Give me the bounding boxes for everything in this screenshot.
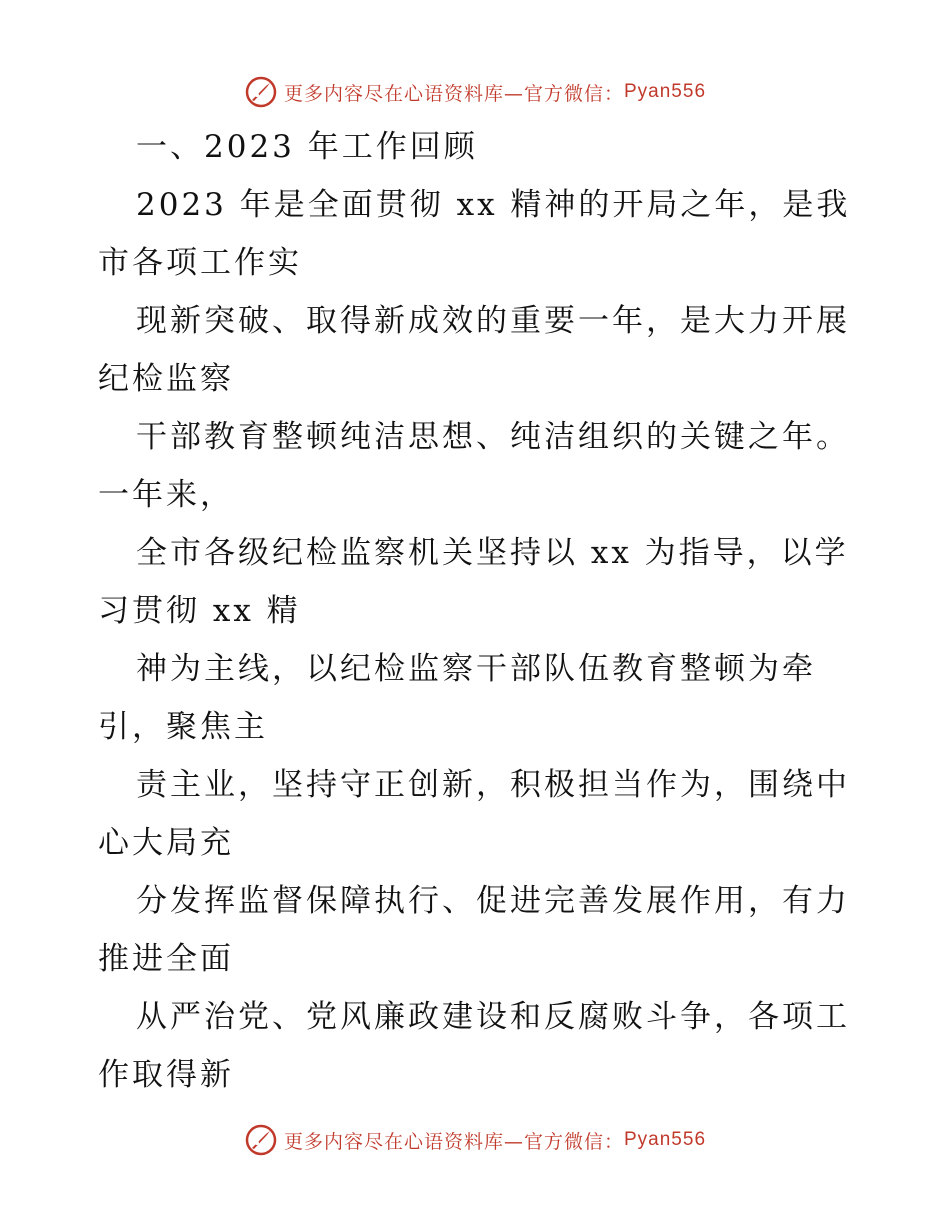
watermark-wechat-id: Pyan556 [624,81,707,102]
pen-nib-logo-icon [244,1123,278,1157]
paragraph-line: 作取得新 [98,1057,234,1093]
paragraph-line: 习贯彻 xx 精 [98,593,301,629]
paragraph-line: 一年来， [98,477,234,513]
paragraph-line: 心大局充 [98,825,234,861]
paragraph-line: 市各项工作实 [98,245,302,281]
paragraph-line: 现新突破、取得新成效的重要一年，是大力开展 [136,303,850,339]
section-heading: 一、2023 年工作回顾 [136,129,478,165]
paragraph-line: 从严治党、党风廉政建设和反腐败斗争，各项工 [136,999,850,1035]
footer-watermark [0,1120,950,1160]
paragraph-line: 推进全面 [98,941,234,977]
watermark-wechat-id: Pyan556 [624,1129,707,1150]
pen-nib-logo-icon [244,75,278,109]
watermark-text: 更多内容尽在心语资料库—官方微信： [283,82,624,105]
document-body [98,118,858,1104]
paragraph-line: 引，聚焦主 [98,709,268,745]
paragraph-line: 干部教育整顿纯洁思想、纯洁组织的关键之年。 [136,419,850,455]
paragraph-line: 责主业，坚持守正创新，积极担当作为，围绕中 [136,767,850,803]
paragraph-line: 全市各级纪检监察机关坚持以 xx 为指导，以学 [136,535,849,571]
paragraph-line: 2023 年是全面贯彻 xx 精神的开局之年，是我 [136,187,851,223]
header-watermark [0,72,950,112]
watermark-text: 更多内容尽在心语资料库—官方微信： [283,1130,624,1153]
paragraph-line: 纪检监察 [98,361,234,397]
paragraph-line: 神为主线，以纪检监察干部队伍教育整顿为牵 [136,651,816,687]
paragraph-line: 分发挥监督保障执行、促进完善发展作用，有力 [136,883,850,919]
